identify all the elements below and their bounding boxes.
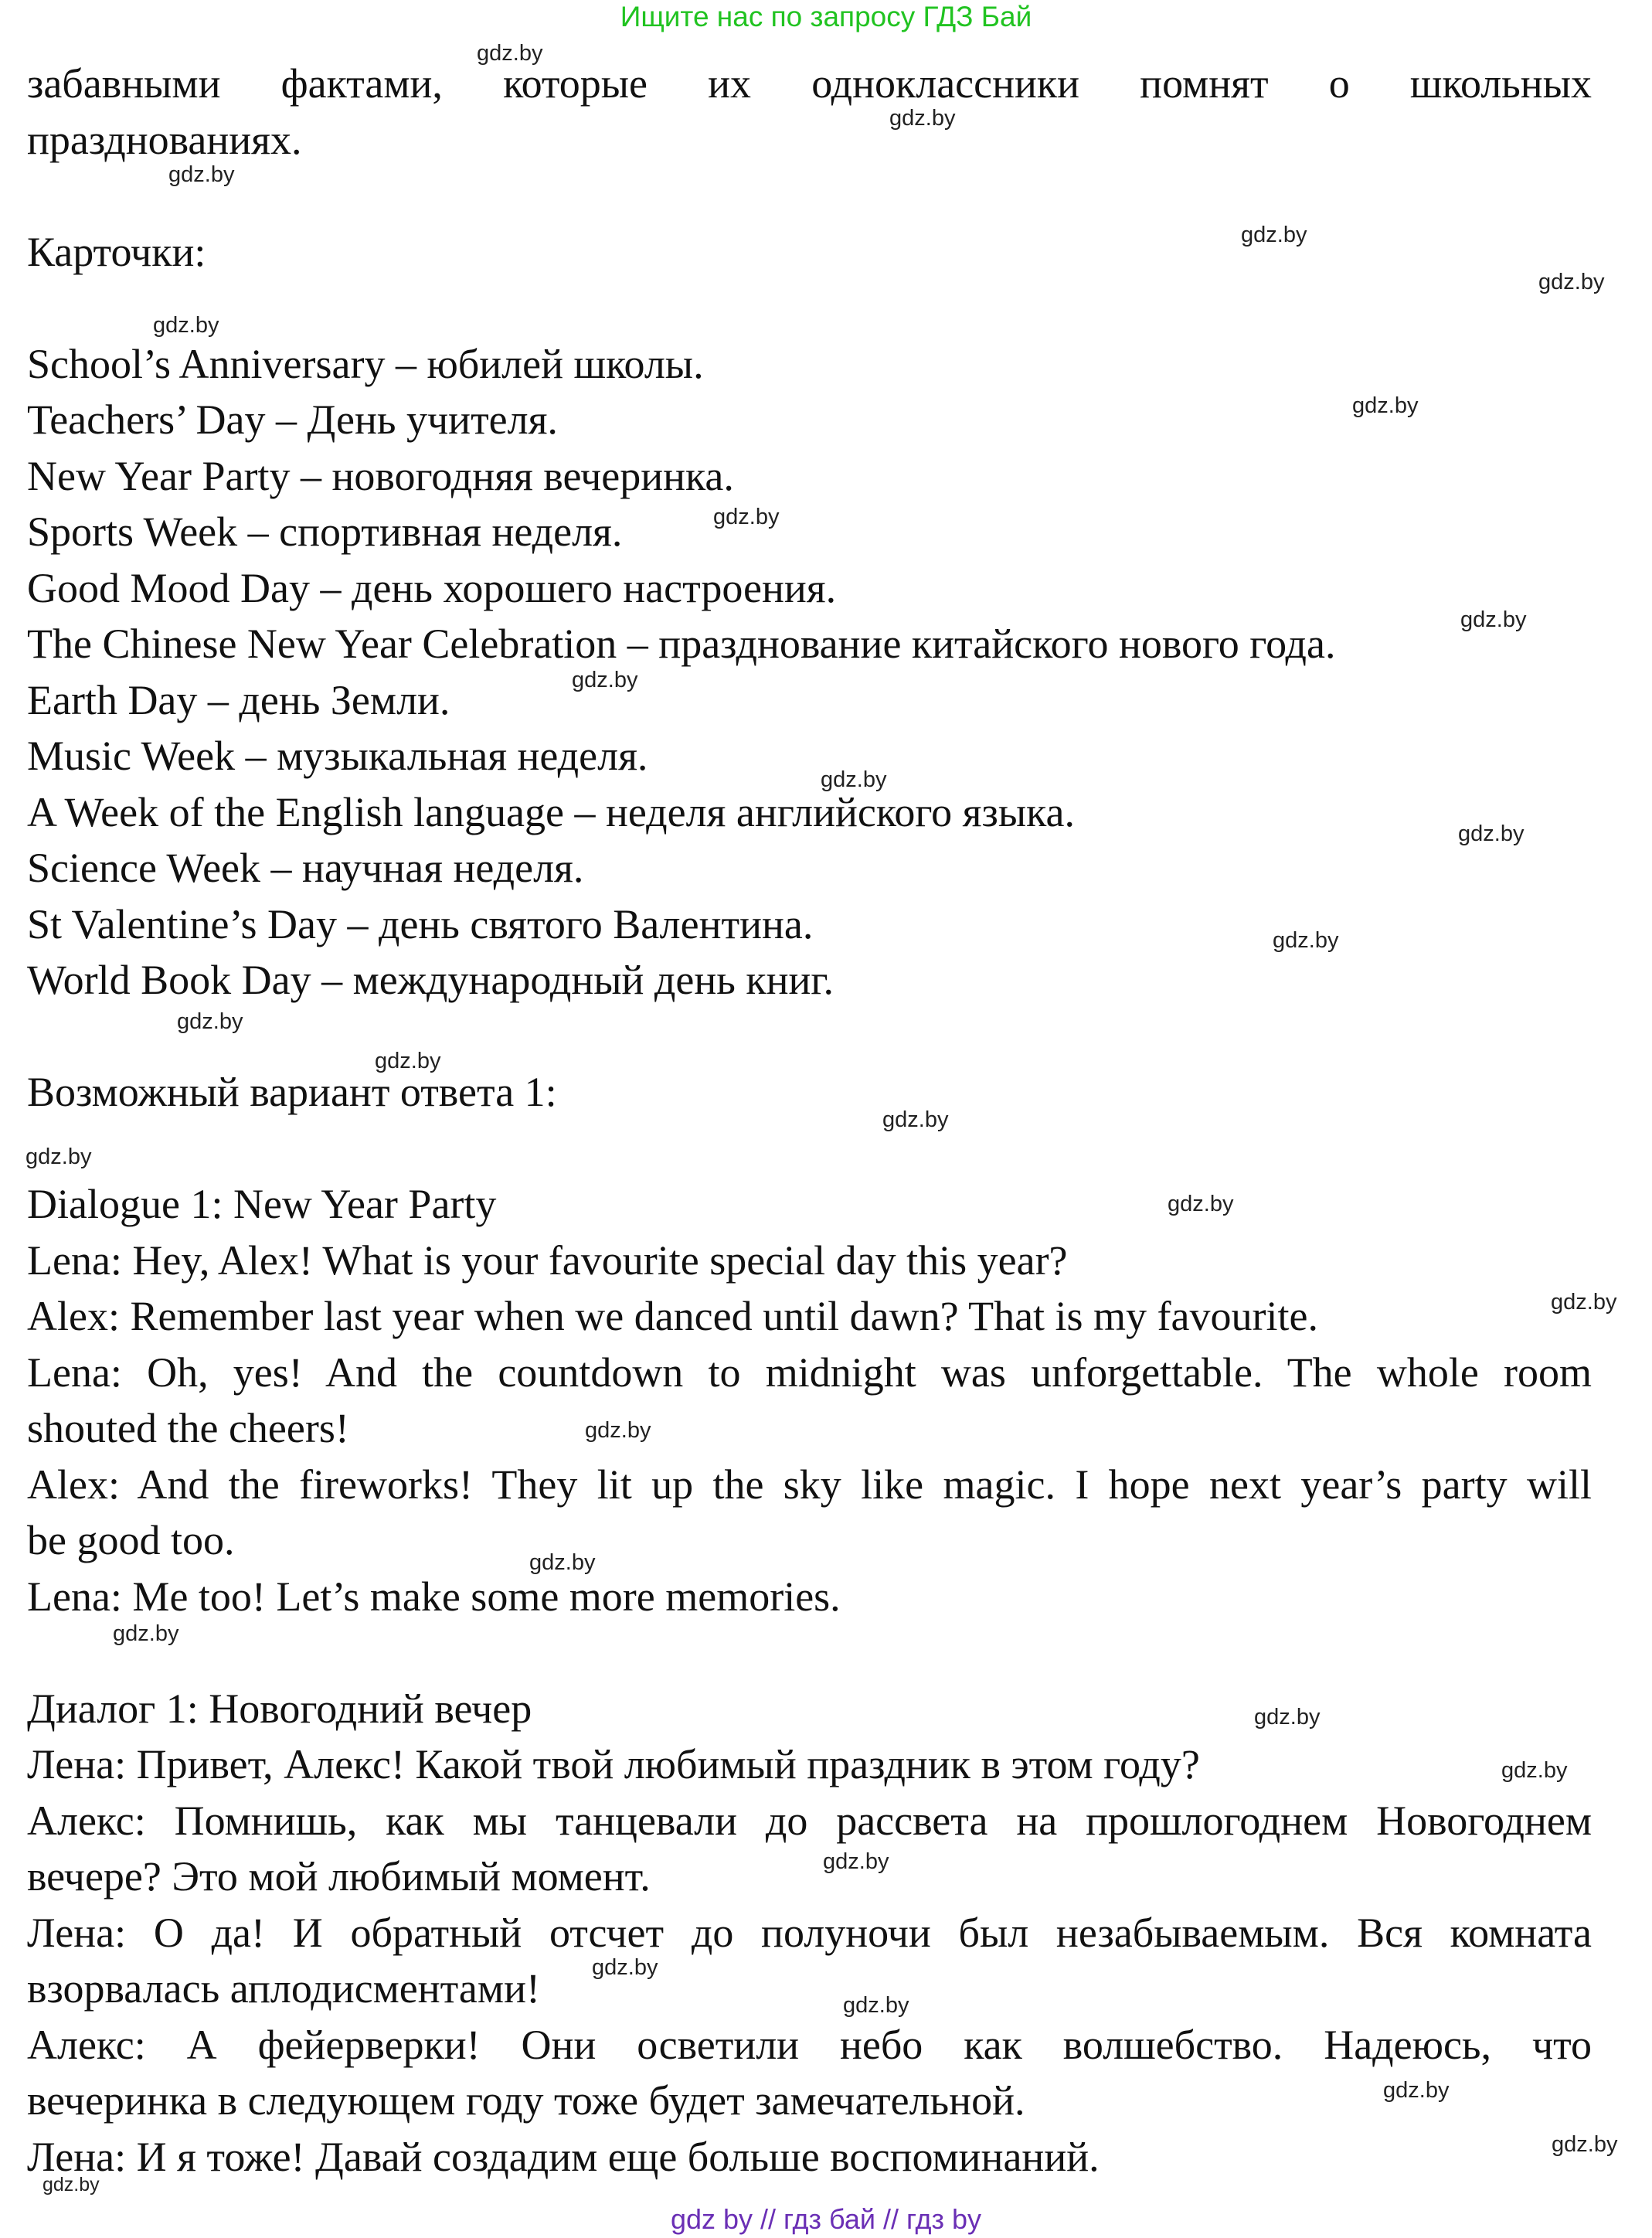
watermark: gdz.by	[821, 767, 887, 792]
dialogue-line: взорвалась аплодисментами!	[27, 1965, 540, 2012]
watermark: gdz.by	[713, 505, 780, 529]
dialogue-line: Lena: Me too! Let’s make some more memories.	[27, 1573, 841, 1620]
watermark: gdz.by	[585, 1418, 651, 1443]
watermark: gdz.by	[1538, 270, 1605, 294]
header-search-banner[interactable]: Ищите нас по запросу ГДЗ Бай	[620, 1, 1032, 32]
watermark: gdz.by	[882, 1107, 949, 1132]
card-item: Good Mood Day – день хорошего настроения.	[27, 564, 837, 611]
card-item: School’s Anniversary – юбилей школы.	[27, 340, 704, 387]
watermark: gdz.by	[572, 668, 638, 692]
card-item: World Book Day – международный день книг.	[27, 957, 834, 1003]
card-item: A Week of the English language – неделя английского языка.	[27, 788, 1075, 835]
dialogue-line: Lena: Hey, Alex! What is your favourite special day this year?	[27, 1236, 1068, 1284]
watermark: gdz.by	[1168, 1192, 1234, 1216]
watermark: gdz.by	[592, 1955, 658, 1980]
dialogue-line: shouted the cheers!	[27, 1405, 349, 1451]
watermark: gdz.by	[1458, 821, 1525, 846]
dialogue-line: Лена: О да! И обратный отсчет до полуночи был незабываемым. Вся комната	[27, 1909, 1592, 1956]
dialogue-line: вечере? Это мой любимый момент.	[27, 1853, 651, 1900]
card-item: Teachers’ Day – День учителя.	[27, 396, 558, 443]
dialogue-ru-title: Диалог 1: Новогодний вечер	[27, 1685, 532, 1732]
watermark: gdz.by	[1352, 393, 1419, 418]
card-item: Science Week – научная неделя.	[27, 845, 584, 891]
watermark: gdz.by	[889, 106, 956, 131]
card-item: Sports Week – спортивная неделя.	[27, 508, 623, 555]
watermark: gdz.by	[1383, 2078, 1450, 2103]
watermark: gdz.by	[823, 1849, 889, 1874]
intro-line-1: забавными фактами, которые их одноклассники помнят о школьных	[27, 60, 1592, 107]
dialogue-line: Алекс: А фейерверки! Они осветили небо как волшебство. Надеюсь, что	[27, 2021, 1592, 2068]
watermark: gdz.by	[1501, 1758, 1568, 1783]
dialogue-line: Lena: Oh, yes! And the countdown to midnight was unforgettable. The whole room	[27, 1349, 1592, 1396]
watermark: gdz.by	[1273, 928, 1339, 953]
dialogue-line: Алекс: Помнишь, как мы танцевали до рассвета на прошлогоднем Новогоднем	[27, 1797, 1592, 1844]
dialogue-line: Лена: И я тоже! Давай создадим еще больше воспоминаний.	[27, 2133, 1100, 2180]
card-item: The Chinese New Year Celebration – празднование китайского нового года.	[27, 621, 1336, 667]
watermark: gdz.by	[1254, 1705, 1321, 1730]
intro-line-2: празднованиях.	[27, 116, 302, 163]
watermark: gdz.by	[113, 1621, 179, 1646]
card-item: New Year Party – новогодняя вечеринка.	[27, 452, 734, 499]
dialogue-line: Alex: Remember last year when we danced until dawn? That is my favourite.	[27, 1293, 1318, 1339]
watermark: gdz.by	[1460, 607, 1527, 632]
cards-heading: Карточки:	[27, 228, 206, 275]
dialogue-line: вечеринка в следующем году тоже будет замечательной.	[27, 2077, 1025, 2124]
document-body	[27, 56, 1592, 2185]
watermark: gdz.by	[42, 2174, 100, 2195]
watermark: gdz.by	[477, 41, 543, 66]
card-item: St Valentine’s Day – день святого Валентина.	[27, 900, 814, 947]
watermark: gdz.by	[529, 1550, 596, 1575]
dialogue-line: be good too.	[27, 1517, 235, 1563]
watermark: gdz.by	[153, 313, 219, 338]
watermark: gdz.by	[1551, 1290, 1617, 1315]
watermark: gdz.by	[168, 162, 235, 187]
watermark: gdz.by	[1241, 223, 1307, 247]
answer-heading: Возможный вариант ответа 1:	[27, 1069, 557, 1115]
card-item: Earth Day – день Земли.	[27, 676, 450, 723]
dialogue-line: Лена: Привет, Алекс! Какой твой любимый праздник в этом году?	[27, 1741, 1200, 1787]
card-item: Music Week – музыкальная неделя.	[27, 733, 648, 779]
watermark: gdz.by	[177, 1009, 243, 1034]
watermark: gdz.by	[25, 1145, 92, 1169]
watermark: gdz.by	[843, 1993, 909, 2018]
watermark: gdz.by	[375, 1049, 441, 1073]
watermark: gdz.by	[1552, 2132, 1618, 2157]
dialogue-en-title: Dialogue 1: New Year Party	[27, 1181, 497, 1227]
footer-links[interactable]: gdz by // гдз бай // гдз by	[670, 2203, 982, 2235]
dialogue-line: Alex: And the fireworks! They lit up the sky like magic. I hope next year’s party will	[27, 1461, 1592, 1508]
